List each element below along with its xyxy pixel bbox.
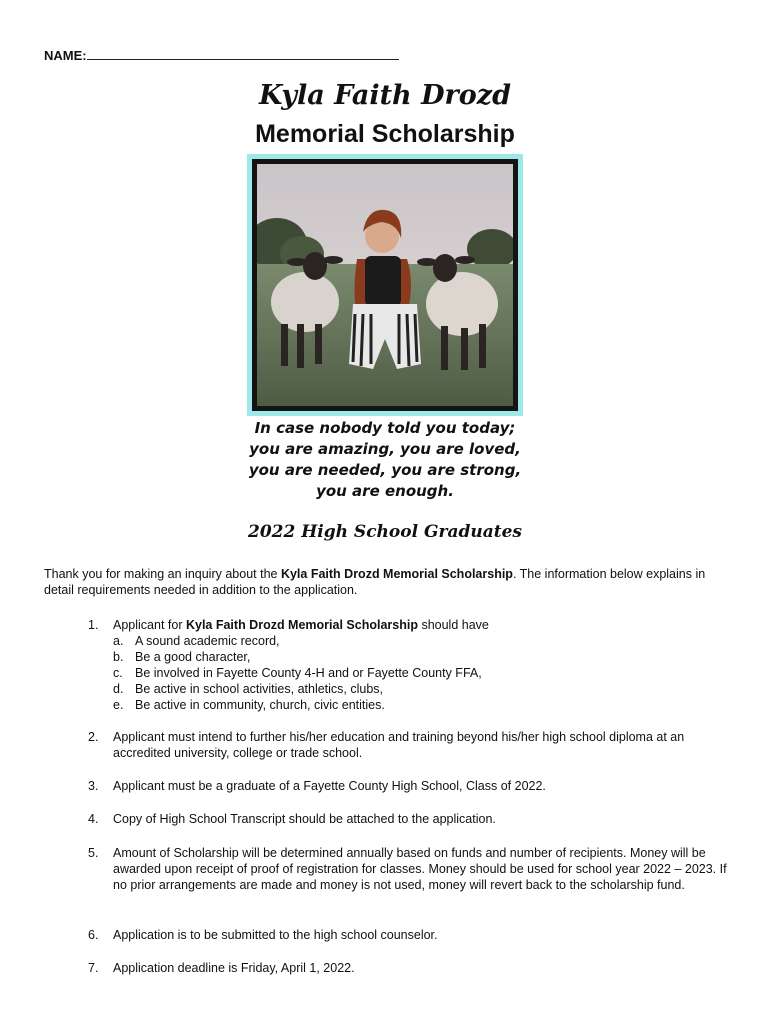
item-number: 7.: [88, 961, 99, 975]
item-text: Copy of High School Transcript should be attached to the application.: [113, 812, 496, 826]
intro-paragraph: [44, 566, 734, 598]
name-field: [44, 47, 399, 63]
name-blank-line[interactable]: [87, 47, 399, 60]
sub-text: Be a good character,: [135, 650, 251, 664]
intro-scholarship-name: Kyla Faith Drozd Memorial Scholarship: [280, 567, 513, 581]
graduates-subtitle: 2022 High School Graduates: [248, 522, 522, 542]
item-text: Application deadline is Friday, April 1, 2022.: [113, 961, 355, 975]
photo-illustration: [257, 164, 513, 406]
sub-text: Be active in school activities, athletics, clubs,: [135, 682, 384, 696]
item-text: Applicant must intend to further his/her education and training beyond his/her high school diploma at an accredited university, college or trade school.: [113, 730, 685, 760]
photo-inner: [252, 159, 518, 411]
intro-text: Thank you for making an inquiry about the: [44, 567, 281, 581]
sub-letter: a.: [113, 634, 124, 648]
sub-letter: d.: [113, 682, 124, 696]
memorial-photo: [247, 154, 523, 416]
item-text: Applicant must be a graduate of a Fayette County High School, Class of 2022.: [113, 779, 546, 793]
item-number: 6.: [88, 928, 99, 942]
quote-line: you are enough.: [316, 482, 454, 500]
item-number: 5.: [88, 846, 99, 860]
item-text-start: Applicant for: [113, 618, 186, 632]
sub-letter: e.: [113, 698, 124, 712]
sub-letter: b.: [113, 650, 124, 664]
sub-item: [113, 665, 728, 681]
item-number: 2.: [88, 730, 99, 744]
sub-item: [113, 697, 728, 713]
main-title: Memorial Scholarship: [255, 120, 515, 148]
sub-item: [113, 649, 728, 665]
item-scholarship-name: Kyla Faith Drozd Memorial Scholarship: [185, 618, 418, 632]
name-label: NAME:: [44, 48, 87, 63]
item-text: Amount of Scholarship will be determined annually based on funds and number of recipients. Money will be awarded upon receipt of proof of registration for classes. Money should be used for school year 2022 – 2023. If no prior arrangements are made and money is not used, money will revert back to the scholarship fund.: [113, 846, 727, 892]
intro-text-end: . The information below explains in detail requirements needed in addition to the application.: [44, 567, 706, 597]
sub-text: Be active in community, church, civic entities.: [135, 698, 385, 712]
item-number: 1.: [88, 618, 99, 632]
sub-text: A sound academic record,: [135, 634, 280, 648]
script-title: Kyla Faith Drozd: [259, 80, 511, 111]
item-number: 3.: [88, 779, 99, 793]
sub-item: [113, 633, 728, 649]
sub-letter: c.: [113, 666, 123, 680]
sub-item: [113, 681, 728, 697]
quote-line: In case nobody told you today;: [254, 419, 516, 437]
item-text-end: should have: [417, 618, 489, 632]
item-text: Application is to be submitted to the high school counselor.: [113, 928, 438, 942]
item-text: [113, 617, 728, 713]
quote-line: you are amazing, you are loved,: [249, 440, 521, 458]
item-number: 4.: [88, 812, 99, 826]
quote-line: you are needed, you are strong,: [248, 461, 522, 479]
sub-text: Be involved in Fayette County 4-H and or Fayette County FFA,: [135, 666, 482, 680]
quote-block: [0, 418, 770, 502]
